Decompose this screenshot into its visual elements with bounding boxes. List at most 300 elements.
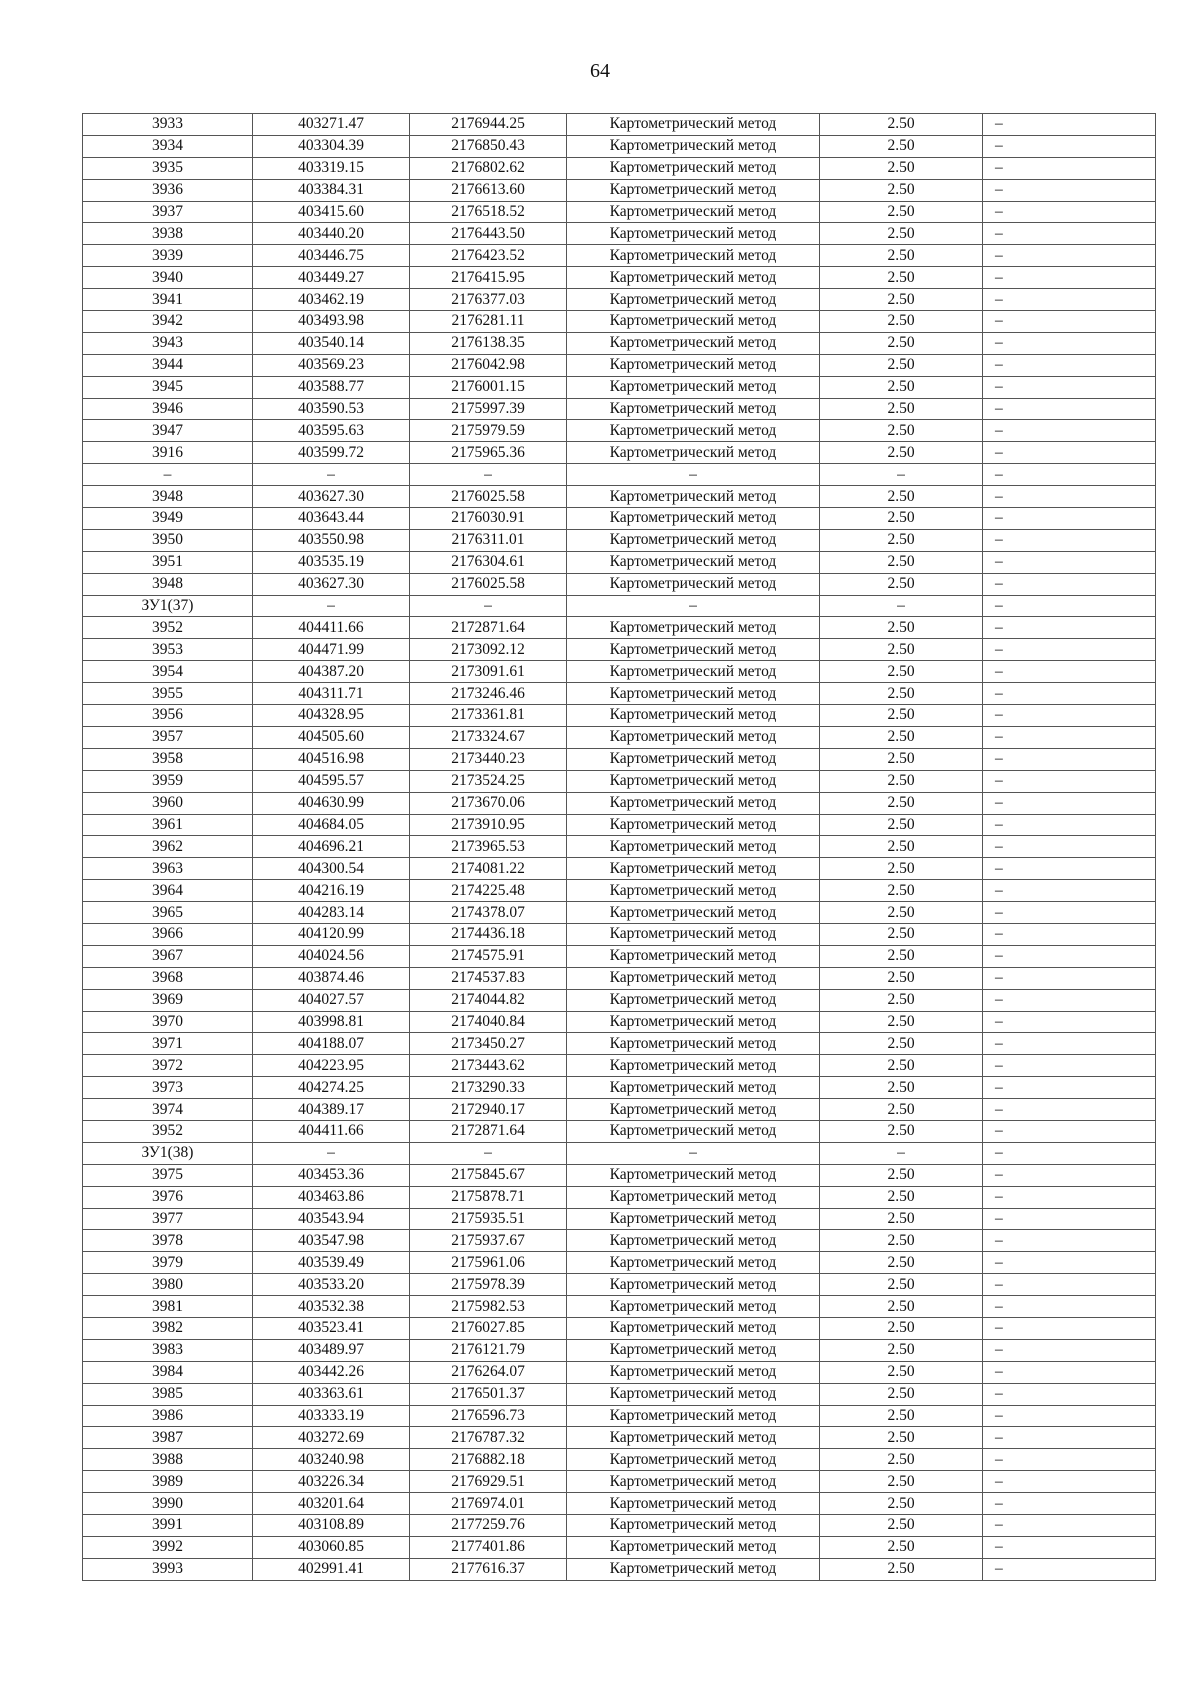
- accuracy-cell: 2.50: [820, 814, 983, 836]
- x-coordinate-cell: 403569.23: [253, 354, 410, 376]
- y-coordinate-cell: 2172871.64: [410, 617, 567, 639]
- accuracy-cell: 2.50: [820, 1077, 983, 1099]
- x-coordinate-cell: 403543.94: [253, 1208, 410, 1230]
- description-cell: –: [983, 311, 1156, 333]
- description-cell: –: [983, 573, 1156, 595]
- accuracy-cell: 2.50: [820, 1536, 983, 1558]
- description-cell: –: [983, 223, 1156, 245]
- table-row: [83, 398, 1156, 420]
- accuracy-cell: 2.50: [820, 551, 983, 573]
- table-row: [83, 573, 1156, 595]
- method-cell: Картометрический метод: [567, 376, 820, 398]
- x-coordinate-cell: 403523.41: [253, 1317, 410, 1339]
- method-cell: Картометрический метод: [567, 157, 820, 179]
- y-coordinate-cell: 2176030.91: [410, 508, 567, 530]
- method-cell: Картометрический метод: [567, 1033, 820, 1055]
- y-coordinate-cell: 2176025.58: [410, 573, 567, 595]
- description-cell: –: [983, 1077, 1156, 1099]
- table-row: [83, 1515, 1156, 1537]
- description-cell: –: [983, 1471, 1156, 1493]
- y-coordinate-cell: 2174575.91: [410, 945, 567, 967]
- description-cell: –: [983, 1493, 1156, 1515]
- y-coordinate-cell: 2175979.59: [410, 420, 567, 442]
- y-coordinate-cell: 2176974.01: [410, 1493, 567, 1515]
- accuracy-cell: 2.50: [820, 1120, 983, 1142]
- method-cell: Картометрический метод: [567, 1536, 820, 1558]
- description-cell: –: [983, 705, 1156, 727]
- x-coordinate-cell: 403489.97: [253, 1339, 410, 1361]
- x-coordinate-cell: 403533.20: [253, 1274, 410, 1296]
- description-cell: –: [983, 1230, 1156, 1252]
- x-coordinate-cell: 404505.60: [253, 726, 410, 748]
- description-cell: –: [983, 639, 1156, 661]
- accuracy-cell: 2.50: [820, 1471, 983, 1493]
- x-coordinate-cell: 403627.30: [253, 573, 410, 595]
- x-coordinate-cell: 403874.46: [253, 967, 410, 989]
- y-coordinate-cell: 2176281.11: [410, 311, 567, 333]
- x-coordinate-cell: 403998.81: [253, 1011, 410, 1033]
- method-cell: Картометрический метод: [567, 486, 820, 508]
- x-coordinate-cell: 403550.98: [253, 529, 410, 551]
- method-cell: Картометрический метод: [567, 661, 820, 683]
- point-number-cell: 3942: [83, 311, 253, 333]
- point-number-cell: 3988: [83, 1449, 253, 1471]
- point-number-cell: 3980: [83, 1274, 253, 1296]
- accuracy-cell: 2.50: [820, 508, 983, 530]
- accuracy-cell: 2.50: [820, 1449, 983, 1471]
- x-coordinate-cell: 403539.49: [253, 1252, 410, 1274]
- accuracy-cell: 2.50: [820, 420, 983, 442]
- description-cell: –: [983, 464, 1156, 486]
- description-cell: –: [983, 267, 1156, 289]
- x-coordinate-cell: 403462.19: [253, 289, 410, 311]
- table-row: [83, 1493, 1156, 1515]
- y-coordinate-cell: 2176415.95: [410, 267, 567, 289]
- table-row: [83, 661, 1156, 683]
- method-cell: Картометрический метод: [567, 858, 820, 880]
- point-number-cell: 3951: [83, 551, 253, 573]
- accuracy-cell: 2.50: [820, 770, 983, 792]
- y-coordinate-cell: 2176802.62: [410, 157, 567, 179]
- table-row: [83, 464, 1156, 486]
- description-cell: –: [983, 814, 1156, 836]
- x-coordinate-cell: 404387.20: [253, 661, 410, 683]
- point-number-cell: 3953: [83, 639, 253, 661]
- method-cell: Картометрический метод: [567, 1493, 820, 1515]
- x-coordinate-cell: 403595.63: [253, 420, 410, 442]
- y-coordinate-cell: –: [410, 1142, 567, 1164]
- method-cell: Картометрический метод: [567, 989, 820, 1011]
- method-cell: Картометрический метод: [567, 1515, 820, 1537]
- x-coordinate-cell: 404684.05: [253, 814, 410, 836]
- point-number-cell: 3979: [83, 1252, 253, 1274]
- y-coordinate-cell: 2175845.67: [410, 1164, 567, 1186]
- description-cell: –: [983, 332, 1156, 354]
- x-coordinate-cell: 403271.47: [253, 114, 410, 136]
- method-cell: Картометрический метод: [567, 748, 820, 770]
- x-coordinate-cell: 403627.30: [253, 486, 410, 508]
- description-cell: –: [983, 486, 1156, 508]
- accuracy-cell: 2.50: [820, 1317, 983, 1339]
- accuracy-cell: 2.50: [820, 902, 983, 924]
- y-coordinate-cell: 2173450.27: [410, 1033, 567, 1055]
- table-row: [83, 1120, 1156, 1142]
- accuracy-cell: 2.50: [820, 289, 983, 311]
- description-cell: –: [983, 770, 1156, 792]
- table-row: [83, 201, 1156, 223]
- y-coordinate-cell: 2176001.15: [410, 376, 567, 398]
- table-row: [83, 289, 1156, 311]
- point-number-cell: 3985: [83, 1383, 253, 1405]
- point-number-cell: 3935: [83, 157, 253, 179]
- point-number-cell: 3974: [83, 1099, 253, 1121]
- accuracy-cell: 2.50: [820, 1055, 983, 1077]
- x-coordinate-cell: 404188.07: [253, 1033, 410, 1055]
- point-number-cell: 3961: [83, 814, 253, 836]
- x-coordinate-cell: –: [253, 1142, 410, 1164]
- point-number-cell: 3959: [83, 770, 253, 792]
- table-row: [83, 1077, 1156, 1099]
- y-coordinate-cell: 2176264.07: [410, 1361, 567, 1383]
- method-cell: Картометрический метод: [567, 1186, 820, 1208]
- y-coordinate-cell: 2173965.53: [410, 836, 567, 858]
- table-row: [83, 1186, 1156, 1208]
- x-coordinate-cell: 404223.95: [253, 1055, 410, 1077]
- y-coordinate-cell: 2174044.82: [410, 989, 567, 1011]
- x-coordinate-cell: 404471.99: [253, 639, 410, 661]
- accuracy-cell: 2.50: [820, 1493, 983, 1515]
- accuracy-cell: 2.50: [820, 179, 983, 201]
- table-row: [83, 1230, 1156, 1252]
- x-coordinate-cell: 403442.26: [253, 1361, 410, 1383]
- description-cell: –: [983, 902, 1156, 924]
- y-coordinate-cell: 2175878.71: [410, 1186, 567, 1208]
- point-number-cell: 3956: [83, 705, 253, 727]
- point-number-cell: 3939: [83, 245, 253, 267]
- method-cell: –: [567, 464, 820, 486]
- accuracy-cell: 2.50: [820, 1558, 983, 1580]
- description-cell: –: [983, 617, 1156, 639]
- y-coordinate-cell: 2177401.86: [410, 1536, 567, 1558]
- x-coordinate-cell: 403535.19: [253, 551, 410, 573]
- method-cell: Картометрический метод: [567, 179, 820, 201]
- description-cell: –: [983, 1099, 1156, 1121]
- description-cell: –: [983, 135, 1156, 157]
- description-cell: –: [983, 1274, 1156, 1296]
- y-coordinate-cell: 2176423.52: [410, 245, 567, 267]
- y-coordinate-cell: 2176944.25: [410, 114, 567, 136]
- y-coordinate-cell: 2176596.73: [410, 1405, 567, 1427]
- y-coordinate-cell: 2175935.51: [410, 1208, 567, 1230]
- method-cell: Картометрический метод: [567, 814, 820, 836]
- method-cell: Картометрический метод: [567, 267, 820, 289]
- accuracy-cell: 2.50: [820, 1515, 983, 1537]
- method-cell: Картометрический метод: [567, 114, 820, 136]
- point-number-cell: 3989: [83, 1471, 253, 1493]
- x-coordinate-cell: 403493.98: [253, 311, 410, 333]
- table-row: [83, 442, 1156, 464]
- method-cell: Картометрический метод: [567, 1208, 820, 1230]
- table-row: [83, 1296, 1156, 1318]
- x-coordinate-cell: 404300.54: [253, 858, 410, 880]
- point-number-cell: 3965: [83, 902, 253, 924]
- table-row: [83, 1164, 1156, 1186]
- method-cell: Картометрический метод: [567, 420, 820, 442]
- y-coordinate-cell: 2177616.37: [410, 1558, 567, 1580]
- description-cell: –: [983, 442, 1156, 464]
- point-number-cell: 3916: [83, 442, 253, 464]
- table-row: [83, 1405, 1156, 1427]
- accuracy-cell: 2.50: [820, 1296, 983, 1318]
- table-row: [83, 486, 1156, 508]
- x-coordinate-cell: 404120.99: [253, 923, 410, 945]
- table-row: [83, 376, 1156, 398]
- point-number-cell: 3964: [83, 880, 253, 902]
- x-coordinate-cell: 403240.98: [253, 1449, 410, 1471]
- y-coordinate-cell: 2173246.46: [410, 683, 567, 705]
- description-cell: –: [983, 880, 1156, 902]
- y-coordinate-cell: 2173670.06: [410, 792, 567, 814]
- y-coordinate-cell: 2176311.01: [410, 529, 567, 551]
- point-number-cell: 3940: [83, 267, 253, 289]
- table-row: [83, 1427, 1156, 1449]
- table-row: [83, 683, 1156, 705]
- table-row: [83, 1011, 1156, 1033]
- y-coordinate-cell: 2176027.85: [410, 1317, 567, 1339]
- accuracy-cell: 2.50: [820, 1011, 983, 1033]
- point-number-cell: 3981: [83, 1296, 253, 1318]
- y-coordinate-cell: –: [410, 464, 567, 486]
- accuracy-cell: 2.50: [820, 748, 983, 770]
- table-row: [83, 551, 1156, 573]
- accuracy-cell: 2.50: [820, 1230, 983, 1252]
- table-row: [83, 508, 1156, 530]
- method-cell: Картометрический метод: [567, 726, 820, 748]
- y-coordinate-cell: 2176121.79: [410, 1339, 567, 1361]
- accuracy-cell: 2.50: [820, 836, 983, 858]
- method-cell: Картометрический метод: [567, 1252, 820, 1274]
- y-coordinate-cell: 2173092.12: [410, 639, 567, 661]
- coordinates-table: [82, 113, 1156, 1581]
- method-cell: Картометрический метод: [567, 1558, 820, 1580]
- method-cell: Картометрический метод: [567, 1471, 820, 1493]
- method-cell: Картометрический метод: [567, 354, 820, 376]
- point-number-cell: 3993: [83, 1558, 253, 1580]
- x-coordinate-cell: 403415.60: [253, 201, 410, 223]
- y-coordinate-cell: 2173440.23: [410, 748, 567, 770]
- x-coordinate-cell: 403304.39: [253, 135, 410, 157]
- accuracy-cell: 2.50: [820, 923, 983, 945]
- x-coordinate-cell: 404630.99: [253, 792, 410, 814]
- y-coordinate-cell: 2176501.37: [410, 1383, 567, 1405]
- y-coordinate-cell: 2174040.84: [410, 1011, 567, 1033]
- y-coordinate-cell: –: [410, 595, 567, 617]
- y-coordinate-cell: 2176443.50: [410, 223, 567, 245]
- x-coordinate-cell: 404027.57: [253, 989, 410, 1011]
- x-coordinate-cell: 403449.27: [253, 267, 410, 289]
- method-cell: Картометрический метод: [567, 639, 820, 661]
- method-cell: Картометрический метод: [567, 1383, 820, 1405]
- accuracy-cell: 2.50: [820, 1099, 983, 1121]
- point-number-cell: 3948: [83, 573, 253, 595]
- y-coordinate-cell: 2173443.62: [410, 1055, 567, 1077]
- y-coordinate-cell: 2172871.64: [410, 1120, 567, 1142]
- y-coordinate-cell: 2175961.06: [410, 1252, 567, 1274]
- accuracy-cell: 2.50: [820, 1033, 983, 1055]
- point-number-cell: ЗУ1(38): [83, 1142, 253, 1164]
- description-cell: –: [983, 1515, 1156, 1537]
- method-cell: Картометрический метод: [567, 1011, 820, 1033]
- point-number-cell: 3990: [83, 1493, 253, 1515]
- x-coordinate-cell: 403201.64: [253, 1493, 410, 1515]
- description-cell: –: [983, 201, 1156, 223]
- table-row: [83, 1558, 1156, 1580]
- point-number-cell: 3983: [83, 1339, 253, 1361]
- description-cell: –: [983, 1296, 1156, 1318]
- accuracy-cell: 2.50: [820, 398, 983, 420]
- y-coordinate-cell: 2176025.58: [410, 486, 567, 508]
- point-number-cell: 3977: [83, 1208, 253, 1230]
- y-coordinate-cell: 2174225.48: [410, 880, 567, 902]
- point-number-cell: 3966: [83, 923, 253, 945]
- y-coordinate-cell: 2174081.22: [410, 858, 567, 880]
- accuracy-cell: 2.50: [820, 1252, 983, 1274]
- x-coordinate-cell: 404283.14: [253, 902, 410, 924]
- description-cell: –: [983, 289, 1156, 311]
- y-coordinate-cell: 2174378.07: [410, 902, 567, 924]
- description-cell: –: [983, 1536, 1156, 1558]
- point-number-cell: 3948: [83, 486, 253, 508]
- description-cell: –: [983, 1033, 1156, 1055]
- x-coordinate-cell: 403384.31: [253, 179, 410, 201]
- description-cell: –: [983, 1339, 1156, 1361]
- y-coordinate-cell: 2173290.33: [410, 1077, 567, 1099]
- accuracy-cell: 2.50: [820, 617, 983, 639]
- table-row: [83, 1536, 1156, 1558]
- point-number-cell: 3954: [83, 661, 253, 683]
- x-coordinate-cell: –: [253, 464, 410, 486]
- accuracy-cell: 2.50: [820, 442, 983, 464]
- table-row: [83, 1449, 1156, 1471]
- description-cell: –: [983, 967, 1156, 989]
- y-coordinate-cell: 2176377.03: [410, 289, 567, 311]
- accuracy-cell: 2.50: [820, 1208, 983, 1230]
- table-row: [83, 420, 1156, 442]
- description-cell: –: [983, 923, 1156, 945]
- description-cell: –: [983, 945, 1156, 967]
- point-number-cell: 3957: [83, 726, 253, 748]
- y-coordinate-cell: 2176138.35: [410, 332, 567, 354]
- x-coordinate-cell: 403463.86: [253, 1186, 410, 1208]
- y-coordinate-cell: 2172940.17: [410, 1099, 567, 1121]
- table-row: [83, 945, 1156, 967]
- y-coordinate-cell: 2173910.95: [410, 814, 567, 836]
- method-cell: Картометрический метод: [567, 311, 820, 333]
- point-number-cell: 3970: [83, 1011, 253, 1033]
- accuracy-cell: 2.50: [820, 157, 983, 179]
- x-coordinate-cell: 404411.66: [253, 1120, 410, 1142]
- x-coordinate-cell: 403588.77: [253, 376, 410, 398]
- method-cell: Картометрический метод: [567, 617, 820, 639]
- accuracy-cell: 2.50: [820, 311, 983, 333]
- method-cell: Картометрический метод: [567, 1405, 820, 1427]
- y-coordinate-cell: 2173361.81: [410, 705, 567, 727]
- table-row: [83, 858, 1156, 880]
- table-row: [83, 639, 1156, 661]
- y-coordinate-cell: 2174537.83: [410, 967, 567, 989]
- y-coordinate-cell: 2175965.36: [410, 442, 567, 464]
- method-cell: Картометрический метод: [567, 683, 820, 705]
- accuracy-cell: 2.50: [820, 135, 983, 157]
- table-row: [83, 332, 1156, 354]
- accuracy-cell: –: [820, 1142, 983, 1164]
- x-coordinate-cell: 403060.85: [253, 1536, 410, 1558]
- description-cell: –: [983, 157, 1156, 179]
- accuracy-cell: 2.50: [820, 945, 983, 967]
- point-number-cell: 3952: [83, 617, 253, 639]
- x-coordinate-cell: 404328.95: [253, 705, 410, 727]
- accuracy-cell: 2.50: [820, 245, 983, 267]
- y-coordinate-cell: 2176613.60: [410, 179, 567, 201]
- point-number-cell: 3947: [83, 420, 253, 442]
- point-number-cell: 3987: [83, 1427, 253, 1449]
- method-cell: Картометрический метод: [567, 1296, 820, 1318]
- description-cell: –: [983, 1558, 1156, 1580]
- table-row: [83, 836, 1156, 858]
- description-cell: –: [983, 1317, 1156, 1339]
- point-number-cell: 3972: [83, 1055, 253, 1077]
- table-row: [83, 1274, 1156, 1296]
- accuracy-cell: 2.50: [820, 726, 983, 748]
- table-row: [83, 1142, 1156, 1164]
- method-cell: Картометрический метод: [567, 880, 820, 902]
- accuracy-cell: 2.50: [820, 1339, 983, 1361]
- point-number-cell: 3975: [83, 1164, 253, 1186]
- description-cell: –: [983, 1405, 1156, 1427]
- table-row: [83, 1055, 1156, 1077]
- point-number-cell: 3955: [83, 683, 253, 705]
- description-cell: –: [983, 1208, 1156, 1230]
- description-cell: –: [983, 1383, 1156, 1405]
- point-number-cell: 3949: [83, 508, 253, 530]
- accuracy-cell: 2.50: [820, 201, 983, 223]
- table-row: [83, 814, 1156, 836]
- description-cell: –: [983, 1427, 1156, 1449]
- y-coordinate-cell: 2176929.51: [410, 1471, 567, 1493]
- table-row: [83, 792, 1156, 814]
- x-coordinate-cell: 403333.19: [253, 1405, 410, 1427]
- table-row: [83, 245, 1156, 267]
- method-cell: Картометрический метод: [567, 289, 820, 311]
- y-coordinate-cell: 2175937.67: [410, 1230, 567, 1252]
- accuracy-cell: 2.50: [820, 989, 983, 1011]
- description-cell: –: [983, 551, 1156, 573]
- x-coordinate-cell: 404595.57: [253, 770, 410, 792]
- accuracy-cell: 2.50: [820, 376, 983, 398]
- y-coordinate-cell: 2177259.76: [410, 1515, 567, 1537]
- description-cell: –: [983, 792, 1156, 814]
- table-row: [83, 135, 1156, 157]
- table-row: [83, 1208, 1156, 1230]
- x-coordinate-cell: 403540.14: [253, 332, 410, 354]
- accuracy-cell: –: [820, 464, 983, 486]
- description-cell: –: [983, 1164, 1156, 1186]
- description-cell: –: [983, 1142, 1156, 1164]
- description-cell: –: [983, 595, 1156, 617]
- accuracy-cell: 2.50: [820, 1164, 983, 1186]
- description-cell: –: [983, 529, 1156, 551]
- y-coordinate-cell: 2175997.39: [410, 398, 567, 420]
